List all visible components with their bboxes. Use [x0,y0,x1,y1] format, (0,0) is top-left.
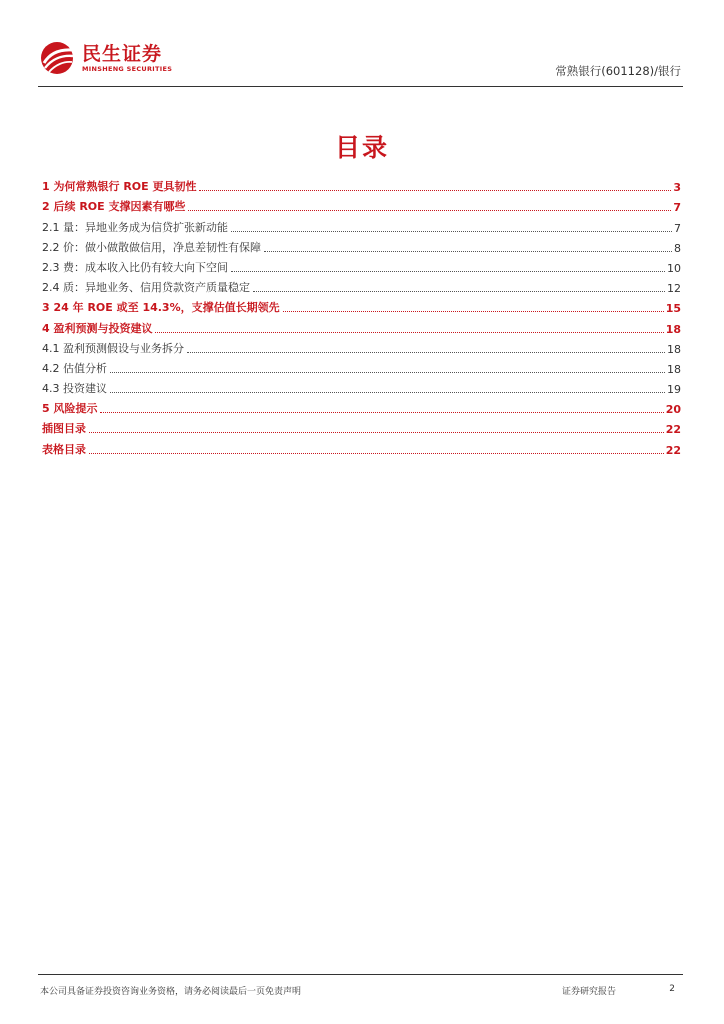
toc-leader-dots [89,452,664,454]
toc-leader-dots [89,431,664,433]
toc-entry-title: 4.3 投资建议 [42,382,107,396]
toc-entry-title: 2.2 价：做小做散做信用，净息差韧性有保障 [42,240,261,254]
toc-entry-title: 2.1 量：异地业务成为信贷扩张新动能 [42,220,228,234]
toc-entry[interactable] [42,315,681,335]
footer-disclaimer: 本公司具备证券投资咨询业务资格，请务必阅读最后一页免责声明 [40,987,302,997]
toc-entry-title: 1 为何常熟银行 ROE 更具韧性 [42,180,197,194]
toc-entry[interactable] [42,376,681,396]
toc-entry-title: 2.4 质：异地业务、信用贷款资产质量稳定 [42,281,250,295]
toc-entry[interactable] [42,235,681,255]
toc-entry-page: 22 [665,443,681,457]
toc-entry[interactable] [42,214,681,234]
toc-entry-title: 表格目录 [42,442,86,456]
page-number: 2 [669,984,675,994]
toc-entry-page: 20 [665,403,681,417]
toc-entry[interactable] [42,275,681,295]
toc-entry-page: 7 [673,201,681,215]
toc-leader-dots [264,250,672,252]
minsheng-logo-icon [40,41,76,75]
toc-entry-title: 2.3 费：成本收入比仍有较大向下空间 [42,260,228,274]
toc-entry-title: 4 盈利预测与投资建议 [42,321,153,335]
logo-chinese-name: 民生证券 [82,42,163,65]
toc-leader-dots [100,411,663,413]
toc-entry-page: 18 [667,342,681,356]
toc-entry-page: 19 [667,383,681,397]
toc-entry-title: 插图目录 [42,422,86,436]
toc-leader-dots [283,310,664,312]
toc-entry[interactable] [42,174,681,194]
toc-entry-page: 18 [667,362,681,376]
toc-leader-dots [155,331,663,333]
toc-entry-page: 15 [665,302,681,316]
toc-leader-dots [199,189,671,191]
toc-leader-dots [188,209,671,211]
page-title: 目录 [334,133,389,162]
toc-entry[interactable] [42,295,681,315]
toc-entry[interactable] [42,356,681,376]
toc-entry-title: 3 24 年 ROE 或至 14.3%，支撑估值长期领先 [42,301,280,315]
toc-entry-page: 10 [667,261,681,275]
toc-entry[interactable] [42,336,681,356]
toc-entry-page: 7 [674,221,681,235]
logo-english-name: MINSHENG SECURITIES [82,64,173,73]
toc-entry-page: 8 [674,241,681,255]
report-subject: 常熟银行(601128)/银行 [555,64,681,78]
table-of-contents [42,174,681,457]
company-logo [40,41,172,75]
toc-entry[interactable] [42,396,681,416]
toc-entry-page: 3 [673,181,681,195]
toc-leader-dots [110,391,665,393]
toc-leader-dots [110,371,665,373]
toc-entry-title: 5 风险提示 [42,402,98,416]
toc-entry-page: 22 [665,423,681,437]
toc-entry-page: 12 [667,282,681,296]
toc-entry-title: 4.2 估值分析 [42,361,107,375]
toc-leader-dots [231,230,672,232]
page-header [38,38,683,87]
toc-entry[interactable] [42,194,681,214]
toc-entry-page: 18 [665,322,681,336]
page-footer [38,974,683,1005]
toc-leader-dots [231,270,665,272]
toc-leader-dots [253,290,665,292]
toc-entry-title: 4.1 盈利预测假设与业务拆分 [42,341,184,355]
toc-entry[interactable] [42,436,681,456]
toc-entry[interactable] [42,255,681,275]
toc-leader-dots [187,351,665,353]
toc-entry-title: 2 后续 ROE 支撑因素有哪些 [42,200,186,214]
footer-doc-type: 证券研究报告 [562,987,617,997]
toc-entry[interactable] [42,416,681,436]
